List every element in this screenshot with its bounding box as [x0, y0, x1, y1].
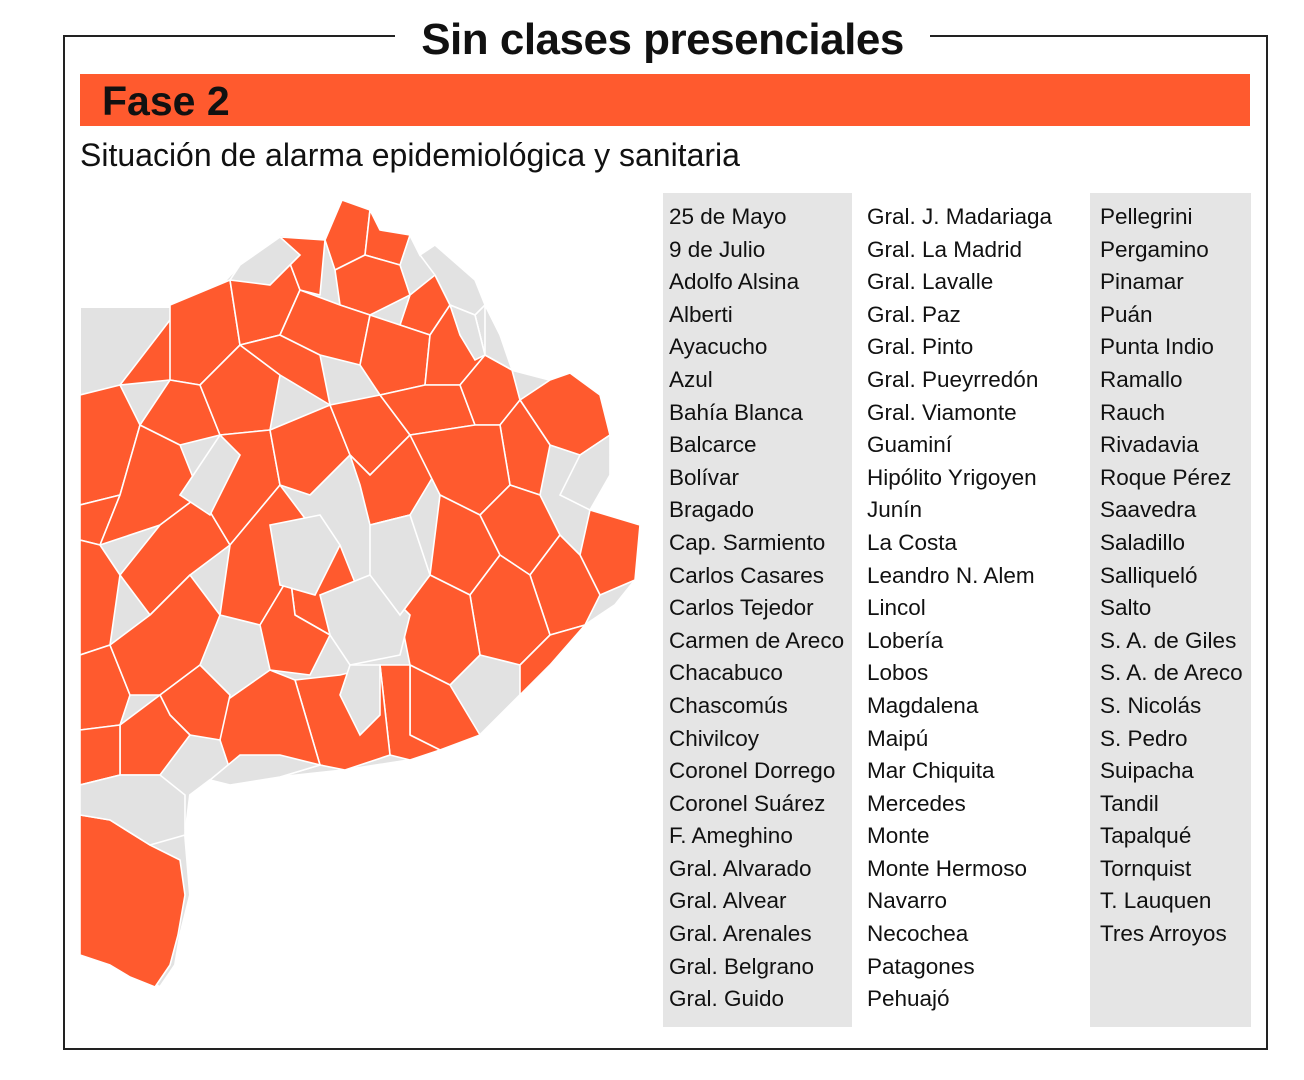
municipality-item: Pinamar — [1100, 269, 1184, 295]
municipality-item: Carlos Tejedor — [669, 595, 814, 621]
municipality-item: Magdalena — [867, 692, 979, 718]
municipality-item: Roque Pérez — [1100, 464, 1232, 490]
municipality-item: 9 de Julio — [669, 236, 766, 262]
municipality-item: Mercedes — [867, 790, 966, 816]
municipality-item: La Costa — [867, 529, 958, 555]
municipality-item: Cap. Sarmiento — [669, 529, 826, 555]
municipality-item: T. Lauquen — [1100, 888, 1212, 914]
page-title: Sin clases presenciales — [395, 12, 930, 68]
phase-banner — [80, 74, 1250, 126]
municipality-item: Gral. Arenales — [669, 921, 812, 947]
phase-label: Fase 2 — [102, 78, 230, 124]
subtitle: Situación de alarma epidemiológica y sanitaria — [80, 137, 740, 173]
municipality-item: Gral. Paz — [867, 301, 961, 327]
municipality-item: Alberti — [669, 301, 733, 327]
municipality-item: Leandro N. Alem — [867, 562, 1035, 588]
municipality-item: Tandil — [1100, 790, 1159, 816]
municipality-item: Navarro — [867, 888, 948, 914]
municipality-item: Salto — [1100, 595, 1152, 621]
municipality-item: Hipólito Yrigoyen — [867, 464, 1037, 490]
municipality-item: Saladillo — [1100, 529, 1186, 555]
municipality-item: S. A. de Areco — [1100, 660, 1243, 686]
municipality-item: Gral. Viamonte — [867, 399, 1017, 425]
municipality-item: Tapalqué — [1100, 823, 1192, 849]
municipality-item: Salliqueló — [1100, 562, 1198, 588]
municipality-item: Ramallo — [1100, 366, 1183, 392]
municipality-item: Suipacha — [1100, 758, 1194, 784]
municipality-item: Gral. Lavalle — [867, 269, 994, 295]
municipality-item: Gral. J. Madariaga — [867, 204, 1053, 229]
municipality-item: Tornquist — [1100, 855, 1192, 881]
municipality-item: Monte Hermoso — [867, 855, 1028, 881]
municipality-item: Maipú — [867, 725, 929, 751]
municipality-item: Carlos Casares — [669, 562, 825, 588]
municipality-item: Gral. Pinto — [867, 334, 974, 360]
municipality-item: Gral. Alvear — [669, 888, 787, 914]
municipality-item: Lincol — [867, 595, 926, 621]
municipality-item: Rivadavia — [1100, 432, 1199, 458]
municipality-item: S. A. de Giles — [1100, 627, 1237, 653]
municipality-item: Bragado — [669, 497, 755, 523]
municipality-item: Gral. Guido — [669, 986, 785, 1012]
municipality-item: Bahía Blanca — [669, 399, 803, 425]
municipality-item: Saavedra — [1100, 497, 1197, 523]
municipality-item: Guaminí — [867, 432, 953, 458]
municipality-item: Chacabuco — [669, 660, 783, 686]
municipality-item: F. Ameghino — [669, 823, 793, 849]
municipality-item: Pergamino — [1100, 236, 1209, 262]
municipality-item: S. Nicolás — [1100, 692, 1202, 718]
municipality-item: Bolívar — [669, 464, 740, 490]
province-map — [80, 195, 645, 995]
municipality-item: Rauch — [1100, 399, 1166, 425]
municipality-item: Gral. Alvarado — [669, 855, 812, 881]
municipality-item: Carmen de Areco — [669, 627, 845, 653]
municipality-item: Pehuajó — [867, 986, 950, 1012]
municipality-item: 25 de Mayo — [669, 204, 787, 229]
municipality-item: Pellegrini — [1100, 204, 1193, 229]
municipality-item: Lobería — [867, 627, 944, 653]
municipality-item: Chivilcoy — [669, 725, 760, 751]
municipality-item: Coronel Suárez — [669, 790, 826, 816]
municipality-item: Junín — [867, 497, 923, 523]
municipality-item: Patagones — [867, 953, 975, 979]
municipality-item: Gral. Belgrano — [669, 953, 815, 979]
municipality-list-1 — [669, 201, 844, 1016]
municipality-item: Puán — [1100, 301, 1153, 327]
municipality-item: Tres Arroyos — [1100, 921, 1227, 947]
municipality-item: Gral. Pueyrredón — [867, 366, 1039, 392]
municipality-item: Monte — [867, 823, 930, 849]
municipality-item: Balcarce — [669, 432, 757, 458]
municipality-item: Mar Chiquita — [867, 758, 995, 784]
municipality-item: Lobos — [867, 660, 929, 686]
municipality-list-2 — [867, 201, 1052, 1016]
municipality-item: Ayacucho — [669, 334, 768, 360]
municipality-item: Gral. La Madrid — [867, 236, 1023, 262]
municipality-item: Adolfo Alsina — [669, 269, 800, 295]
municipality-item: Coronel Dorrego — [669, 758, 836, 784]
municipality-item: Punta Indio — [1100, 334, 1214, 360]
municipality-item: Chascomús — [669, 692, 788, 718]
municipality-list-3 — [1100, 201, 1243, 951]
municipality-item: S. Pedro — [1100, 725, 1188, 751]
municipality-item: Necochea — [867, 921, 969, 947]
municipality-item: Azul — [669, 366, 713, 392]
